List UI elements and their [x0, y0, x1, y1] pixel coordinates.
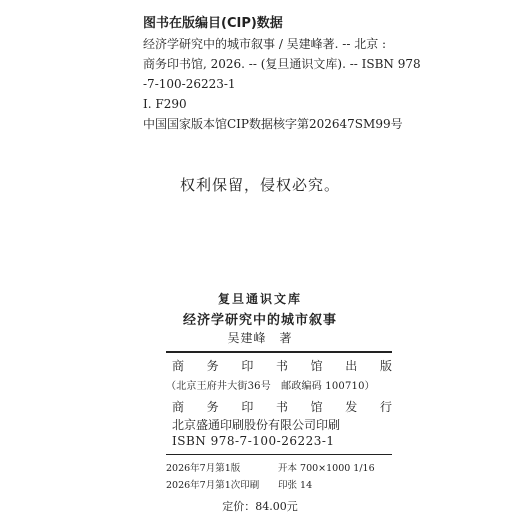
- publisher-name: [172, 357, 392, 374]
- distributor-name: [172, 398, 392, 415]
- publisher-char: 馆: [310, 359, 323, 373]
- edition-date: 2026年7月第1版: [166, 463, 241, 474]
- distributor-char: 行: [379, 400, 392, 414]
- cip-line: 经济学研究中的城市叙事 / 吴建峰著. -- 北京 :: [143, 37, 387, 51]
- printing-date: 2026年7月第1次印刷: [166, 480, 260, 491]
- sheets-info: 印张 14: [278, 480, 313, 491]
- distributor-char: 印: [241, 400, 254, 414]
- cip-line: -7-100-26223-1: [143, 77, 236, 91]
- price-line: 定价：84.00元: [222, 500, 298, 513]
- publisher-char: 务: [206, 359, 219, 373]
- cip-line: 商务印书馆, 2026. -- (复旦通识文库). -- ISBN 978: [143, 57, 421, 71]
- format-info: 开本 700×1000 1/16: [278, 463, 375, 474]
- publisher-char: 印: [241, 359, 254, 373]
- distributor-char: 书: [275, 400, 288, 414]
- distributor-char: 馆: [310, 400, 323, 414]
- publisher-char: 商: [172, 359, 185, 373]
- author-line: 吴建峰 著: [227, 331, 293, 345]
- distributor-char: 发: [345, 400, 358, 414]
- distributor-char: 务: [206, 400, 219, 414]
- printer-line: 北京盛通印刷股份有限公司印刷: [172, 418, 341, 432]
- cip-title: 图书在版编目(CIP)数据: [143, 16, 283, 31]
- publisher-char: 版: [379, 359, 392, 373]
- divider-thin: [166, 454, 392, 455]
- cip-block: [143, 14, 433, 134]
- isbn-line: ISBN 978-7-100-26223-1: [172, 434, 335, 448]
- cip-line: 中国国家版本馆CIP数据核字第202647SM99号: [143, 117, 403, 131]
- book-title: 经济学研究中的城市叙事: [182, 313, 337, 328]
- divider-thick: [166, 351, 392, 353]
- publisher-char: 出: [345, 359, 358, 373]
- publisher-address: （北京王府井大街36号 邮政编码 100710）: [166, 381, 375, 392]
- publisher-char: 书: [275, 359, 288, 373]
- cip-line: Ⅰ. F290: [143, 97, 187, 111]
- series-name: 复旦通识文库: [217, 292, 302, 306]
- rights-notice: 权利保留，侵权必究。: [179, 176, 340, 194]
- distributor-char: 商: [172, 400, 185, 414]
